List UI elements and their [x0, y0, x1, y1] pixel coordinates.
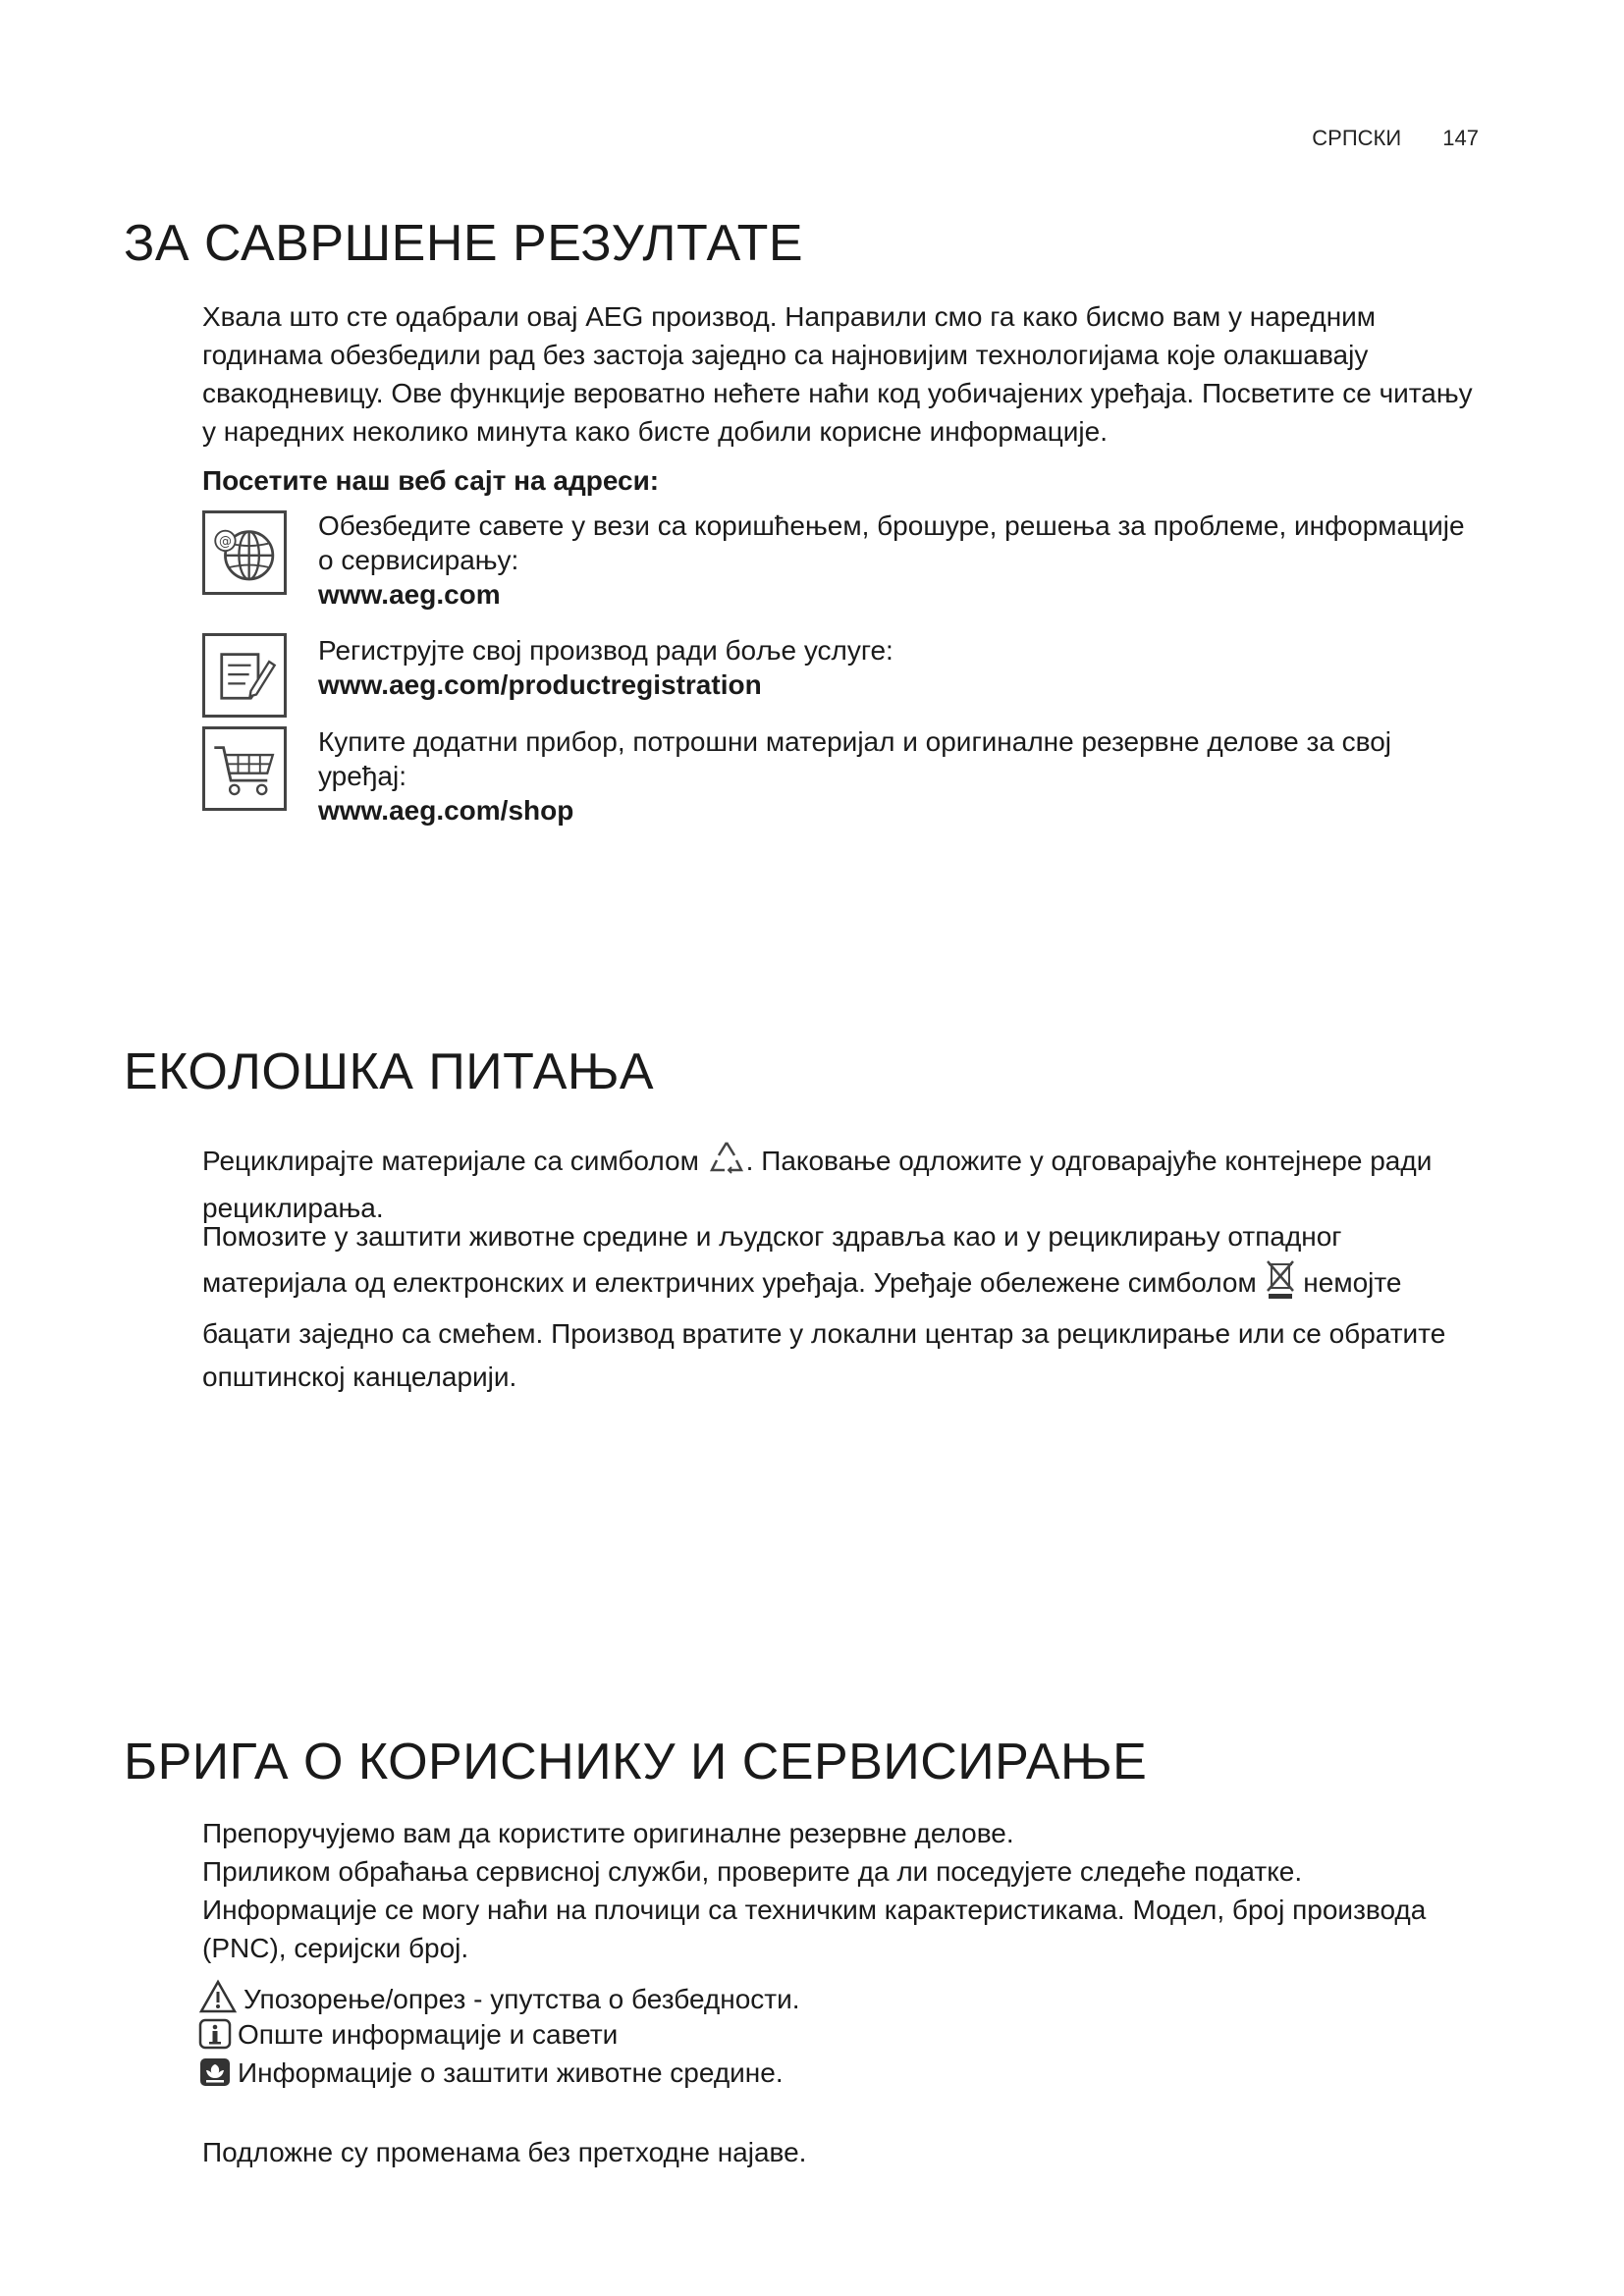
section-title-perfect-results: ЗА САВРШЕНЕ РЕЗУЛТАТЕ: [124, 215, 804, 272]
crossed-bin-icon: [1265, 1258, 1296, 1312]
registration-description: Региструјте свој производ ради боље услуге:: [318, 635, 893, 666]
shop-link[interactable]: www.aeg.com/shop: [318, 795, 574, 826]
warning-icon: [198, 1979, 238, 2014]
visit-website-heading: Посетите наш веб сајт на адреси:: [202, 465, 660, 496]
support-description: Обезбедите савете у вези са коришћењем, брошуре, решења за проблеме, информације о сервисирању:: [318, 510, 1465, 575]
legend-environment: [198, 2056, 784, 2091]
language-label: СРПСКИ: [1312, 126, 1402, 150]
page-number: 147: [1442, 126, 1479, 150]
globe-icon: [202, 510, 287, 595]
section-title-customer-care: БРИГА О КОРИСНИКУ И СЕРВИСИРАЊЕ: [124, 1734, 1148, 1790]
care-paragraph-3: Информације се могу наћи на плочици са техничким карактеристикама. Модел, број производа (PNC), серијски број.: [202, 1895, 1427, 1963]
page-header: [1276, 126, 1479, 151]
registration-icon: [202, 633, 287, 718]
environment-icon: [198, 2056, 232, 2088]
weee-text-after: немојте бацати заједно са смећем. Производ вратите у локални центар за рециклирање или се обратите општинској канцеларији.: [202, 1267, 1446, 1392]
info-icon: [198, 2018, 232, 2050]
legend-info: [198, 2017, 618, 2053]
svg-text:@: @: [218, 534, 232, 550]
registration-link[interactable]: www.aeg.com/productregistration: [318, 669, 762, 700]
shopping-cart-icon: [202, 726, 287, 811]
care-paragraph-2: Приликом обраћања сервисној служби, проверите да ли поседујете следеће податке.: [202, 1856, 1303, 1887]
legend-environment-text: Информације о заштити животне средине.: [238, 2057, 784, 2088]
legend-info-text: Опште информације и савети: [238, 2019, 619, 2050]
section-title-environmental: ЕКОЛОШКА ПИТАЊА: [124, 1043, 655, 1100]
shop-description: Купите додатни прибор, потрошни материјал и оригиналне резервне делове за свој уређај:: [318, 726, 1392, 791]
weee-paragraph: [202, 1215, 1479, 1399]
intro-paragraph: Хвала што сте одабрали овај AEG производ. Направили смо га како бисмо вам у наредним годинама обезбедили рад без застоја заједно са најновијим технологијама које олакшавају свакодневицу. Ове функције вероватно нећете наћи код уобичајених уређаја. Посветите се читању у наредних неколико минута како бисте добили корисне информације.: [202, 301, 1473, 447]
footer-note: Подложне су променама без претходне најаве.: [202, 2137, 807, 2167]
weee-text-before: Помозите у заштити животне средине и људског здравља као и у рециклирању отпадног материјала од електронских и електричних уређаја. Уређаје обележене симболом: [202, 1221, 1342, 1298]
legend-warning-text: Упозорење/опрез - упутства о безбедности.: [244, 1984, 800, 2014]
legend-warning: [198, 1979, 800, 2017]
care-paragraph-1: Препоручујемо вам да користите оригиналне резервне делове.: [202, 1818, 1014, 1848]
recycle-text-before: Рециклирајте материјале са симболом: [202, 1146, 699, 1176]
recycle-icon: [707, 1139, 746, 1189]
recycle-text-after: . Паковање одложите у одговарајуће контејнере ради рециклирања.: [202, 1146, 1433, 1223]
support-link[interactable]: www.aeg.com: [318, 579, 501, 610]
